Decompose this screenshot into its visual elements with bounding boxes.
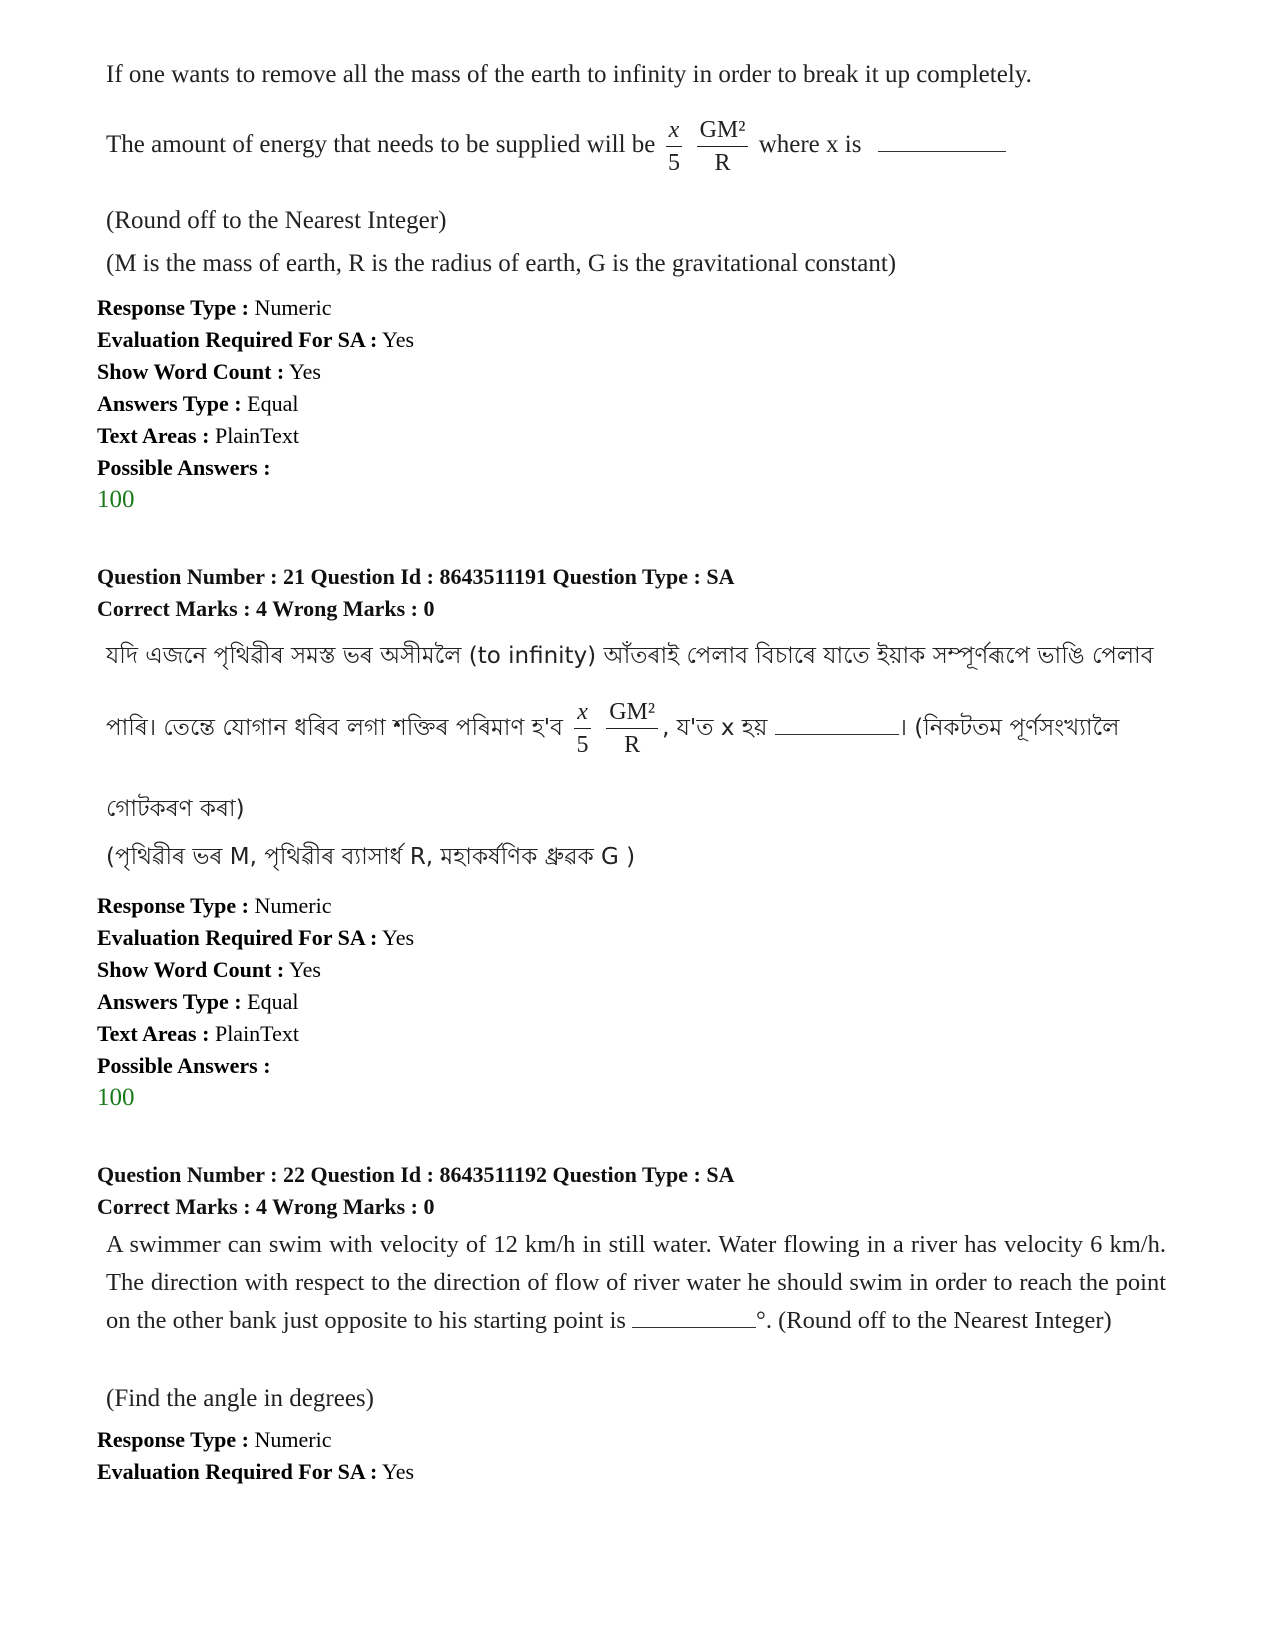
meta-value: Equal <box>241 391 299 416</box>
meta-label: Possible Answers : <box>97 455 271 480</box>
meta-value: Numeric <box>248 1427 332 1452</box>
meta-label: Show Word Count : <box>97 359 285 384</box>
question-header: Question Number : 22 Question Id : 8643511192 Question Type : SA <box>97 1162 735 1187</box>
fraction <box>697 118 749 175</box>
meta-value: Numeric <box>248 893 332 918</box>
meta-text-areas <box>97 420 299 452</box>
meta-label: Answers Type : <box>97 989 242 1014</box>
answer-blank <box>878 125 1006 152</box>
fraction <box>666 118 683 175</box>
question-text-line: If one wants to remove all the mass of the earth to infinity in order to break it up completely. <box>106 61 1032 88</box>
meta-value: Equal <box>241 989 299 1014</box>
fraction <box>574 700 591 757</box>
meta-value: Numeric <box>248 295 332 320</box>
question-text-fragment: The amount of energy that needs to be supplied will be <box>106 131 656 159</box>
question-text-fragment: , য'ত x হয় <box>662 715 768 741</box>
question-text-line <box>106 700 1166 757</box>
meta-label: Response Type : <box>97 893 249 918</box>
possible-answer-value: 100 <box>97 486 135 513</box>
meta-label: Answers Type : <box>97 391 242 416</box>
fraction-numerator: GM² <box>697 118 749 147</box>
question-text-fragment: where x is <box>758 131 862 159</box>
fraction-denominator: 5 <box>576 732 589 758</box>
fraction-numerator: x <box>666 118 683 147</box>
fraction-numerator: GM² <box>606 700 658 729</box>
meta-value: Yes <box>284 359 321 384</box>
answer-blank <box>632 1301 756 1328</box>
meta-value: Yes <box>377 327 415 352</box>
question-text-fragment: পাৰি। তেন্তে যোগান ধৰিব লগা শক্তিৰ পৰিমাণ হ'ব <box>106 715 563 741</box>
meta-word-count <box>97 356 321 388</box>
meta-response-type <box>97 292 331 324</box>
meta-label: Evaluation Required For SA : <box>97 1459 378 1484</box>
question-text-fragment: A swimmer can swim with velocity of 12 km/h in still water. Water flowing in a river has velocity 6 km/h. The direction with respect to the direction of flow of river water he should swim in order to reach the point on the other bank just opposite to his starting point is <box>106 1231 1166 1334</box>
fraction-numerator: x <box>574 700 591 729</box>
meta-label: Text Areas : <box>97 1021 210 1046</box>
meta-answers-type <box>97 986 298 1018</box>
meta-evaluation <box>97 1456 414 1488</box>
meta-possible-answers <box>97 1050 271 1082</box>
meta-answers-type <box>97 388 298 420</box>
question-text-fragment: °. (Round off to the Nearest Integer) <box>756 1307 1112 1334</box>
fraction <box>606 700 658 757</box>
question-text-line: যদি এজনে পৃথিৱীৰ সমস্ত ভৰ অসীমলৈ (to infinity) আঁতৰাই পেলাব বিচাৰে যাতে ইয়াক সম্পূৰ্ণৰূপে ভাঙি পেলাব <box>106 643 1154 669</box>
meta-label: Possible Answers : <box>97 1053 271 1078</box>
fraction-denominator: 5 <box>667 150 680 176</box>
question-text-line: গোটকৰণ কৰা) <box>106 796 245 822</box>
question-text-fragment: । (নিকটতম পূৰ্ণসংখ্যালৈ <box>898 715 1120 741</box>
fraction-denominator: R <box>624 732 641 758</box>
question-marks: Correct Marks : 4 Wrong Marks : 0 <box>97 1194 435 1219</box>
meta-label: Response Type : <box>97 295 249 320</box>
meta-value: Yes <box>377 1459 415 1484</box>
question-note: (Find the angle in degrees) <box>106 1385 374 1412</box>
question-note: (Round off to the Nearest Integer) <box>106 207 447 234</box>
meta-response-type <box>97 1424 331 1456</box>
meta-label: Text Areas : <box>97 423 210 448</box>
meta-label: Response Type : <box>97 1427 249 1452</box>
meta-response-type <box>97 890 331 922</box>
fraction-denominator: R <box>714 150 731 176</box>
question-text-line <box>106 118 1166 175</box>
meta-evaluation <box>97 922 414 954</box>
possible-answer-value: 100 <box>97 1084 135 1111</box>
meta-text-areas <box>97 1018 299 1050</box>
meta-label: Evaluation Required For SA : <box>97 925 378 950</box>
meta-label: Evaluation Required For SA : <box>97 327 378 352</box>
meta-value: PlainText <box>209 1021 299 1046</box>
meta-possible-answers <box>97 452 271 484</box>
meta-value: PlainText <box>209 423 299 448</box>
meta-word-count <box>97 954 321 986</box>
meta-evaluation <box>97 324 414 356</box>
meta-value: Yes <box>377 925 415 950</box>
meta-label: Show Word Count : <box>97 957 285 982</box>
question-header: Question Number : 21 Question Id : 8643511191 Question Type : SA <box>97 564 735 589</box>
meta-value: Yes <box>284 957 321 982</box>
question-note: (M is the mass of earth, R is the radius of earth, G is the gravitational constant) <box>106 250 897 277</box>
answer-blank <box>775 708 899 735</box>
question-paragraph <box>106 1226 1166 1340</box>
question-marks: Correct Marks : 4 Wrong Marks : 0 <box>97 596 435 621</box>
question-note: (পৃথিৱীৰ ভৰ M, পৃথিৱীৰ ব্যাসাৰ্ধ R, মহাকৰ্ষণিক ধ্ৰুৱক G ) <box>106 844 636 870</box>
